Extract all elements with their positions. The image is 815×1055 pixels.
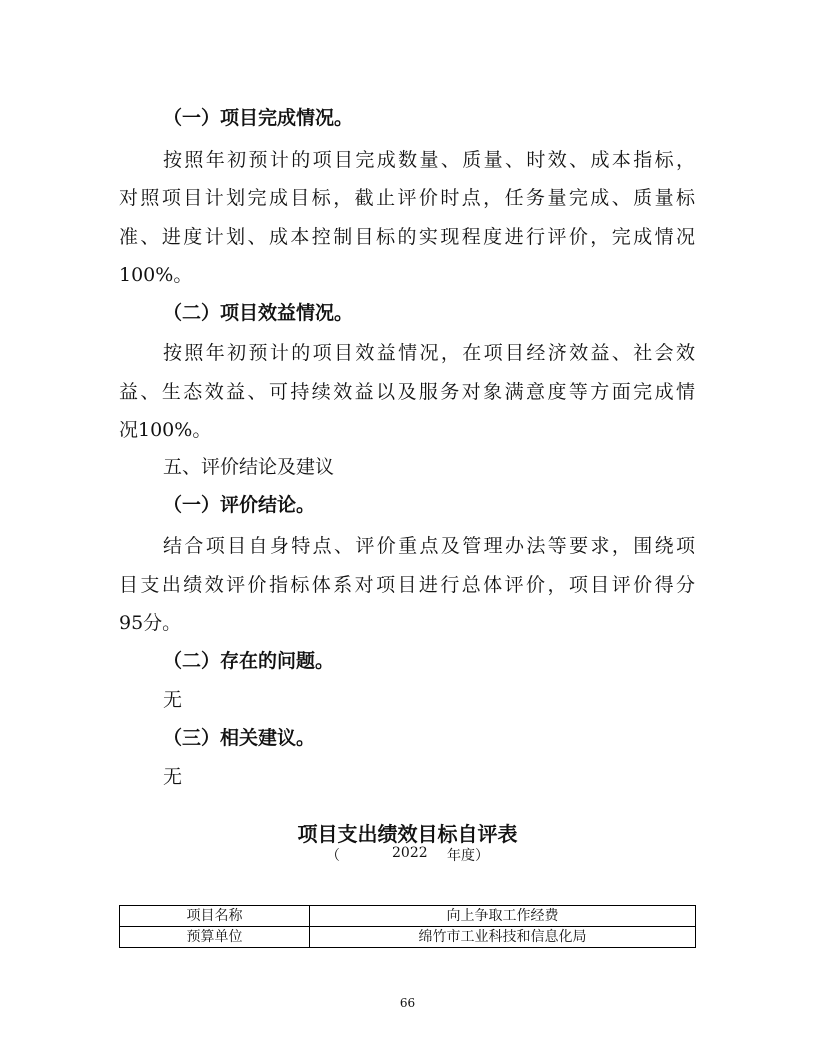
completion-line-4: 100%。	[119, 264, 193, 286]
evaluation-table	[119, 905, 696, 948]
heading-existing-problems: （二）存在的问题。	[163, 650, 335, 672]
year-value: 2022	[392, 845, 428, 861]
completion-line-1: 按照年初预计的项目完成数量、质量、时效、成本指标，	[163, 149, 695, 171]
table-cell-label: 项目名称	[120, 906, 310, 927]
year-suffix: 年度）	[447, 848, 489, 864]
heading-evaluation-conclusion: （一）评价结论。	[163, 494, 316, 516]
completion-line-3: 准、进度计划、成本控制目标的实现程度进行评价，完成情况	[119, 226, 695, 248]
problems-text: 无	[163, 689, 183, 711]
table-title: 项目支出绩效目标自评表	[297, 822, 518, 846]
benefit-line-1: 按照年初预计的项目效益情况，在项目经济效益、社会效	[163, 342, 695, 364]
benefit-line-3: 况100%。	[119, 419, 212, 441]
suggestions-text: 无	[163, 766, 183, 788]
table-cell-value: 向上争取工作经费	[310, 906, 696, 927]
table-cell-value: 绵竹市工业科技和信息化局	[310, 927, 696, 948]
year-open-paren: （	[326, 848, 340, 864]
table-row	[120, 906, 696, 927]
conclusion-line-3: 95分。	[119, 612, 182, 634]
heading-conclusion-and-suggestions: 五、评价结论及建议	[163, 456, 335, 478]
benefit-line-2: 益、生态效益、可持续效益以及服务对象满意度等方面完成情	[119, 381, 695, 403]
heading-related-suggestions: （三）相关建议。	[163, 727, 316, 749]
heading-project-completion: （一）项目完成情况。	[163, 107, 354, 129]
conclusion-line-1: 结合项目自身特点、评价重点及管理办法等要求，围绕项	[163, 535, 695, 557]
conclusion-line-2: 目支出绩效评价指标体系对项目进行总体评价，项目评价得分	[119, 574, 695, 596]
completion-line-2: 对照项目计划完成目标，截止评价时点，任务量完成、质量标	[119, 187, 695, 209]
table-cell-label: 预算单位	[120, 927, 310, 948]
table-row	[120, 927, 696, 948]
heading-project-benefit: （二）项目效益情况。	[163, 302, 354, 324]
page-number: 66	[399, 996, 416, 1010]
